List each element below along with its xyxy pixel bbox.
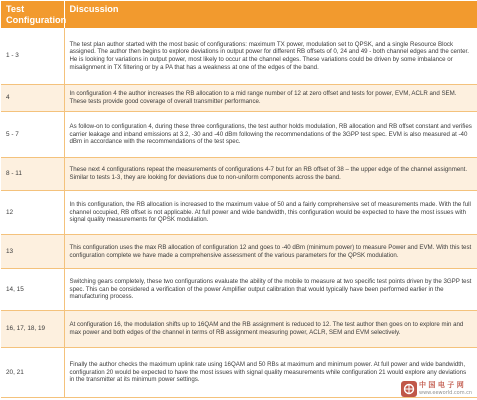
table-row	[1, 84, 477, 111]
config-cell: 1 - 3	[1, 28, 64, 84]
table-row	[1, 268, 477, 310]
table-row	[1, 28, 477, 84]
header-discussion-label: Discussion	[69, 4, 119, 14]
discussion-cell: At configuration 16, the modulation shifts up to 16QAM and the RB assignment is reduced to 12. The test author then goes on to explore min and max power and both edges of the channel in terms of RB assignment measuring power, ACLR, SEM and EVM selectively.	[64, 310, 477, 347]
table-row	[1, 190, 477, 234]
header-config-label: Test Configuration	[6, 4, 67, 25]
config-cell: 14, 15	[1, 268, 64, 310]
discussion-cell: These next 4 configurations repeat the measurements of configurations 4-7 but for an RB offset of 38 – the upper edge of the channel assignment. Similar to tests 1-3, they are looking for deviations due to non-uniform components across the band.	[64, 157, 477, 190]
discussion-cell: The test plan author started with the most basic of configurations: maximum TX power, modulation set to QPSK, and a single Resource Block assigned. The author then begins to explore deviations in output power for different RB offsets of 0, 24 and 49 - both channel edges and the center. He is looking for variations in output power, most likely to occur at the channel edges. These variations could be driven by some imbalance or misalignment in TX filtering or by a PA that has a weakness at one of the edges of the band.	[64, 28, 477, 84]
config-cell: 5 - 7	[1, 111, 64, 157]
config-cell: 12	[1, 190, 64, 234]
table-row	[1, 111, 477, 157]
watermark-text	[419, 381, 472, 397]
watermark-line1: 中 国 电 子 网	[419, 381, 464, 389]
discussion-cell: Finally the author checks the maximum uplink rate using 16QAM and 50 RBs at maximum and minimum power. At full power and wide bandwidth, configuration 20 would be expected to have the most issues with signal quality measurements while configuration 21 would explore any deviations in the transmitter at its minimum power settings.	[64, 347, 477, 397]
header-test-configuration	[1, 1, 67, 28]
table-row	[1, 157, 477, 190]
config-cell: 4	[1, 84, 64, 111]
discussion-cell: This configuration uses the max RB allocation of configuration 12 and goes to -40 dBm (minimum power) to measure Power and EVM. With this test configuration complete we have made a comprehensive assessment of the various parameters for the QPSK modulation.	[64, 234, 477, 268]
table-row	[1, 310, 477, 347]
config-cell: 8 - 11	[1, 157, 64, 190]
discussion-cell: As follow-on to configuration 4, during these three configurations, the test author holds modulation, RB allocation and RB offset constant and verifies carrier leakage and inband emissions at 3.2, -30 and -40 dBm following the recommendations of the 3GPP test spec. EVM is also measured at -40 dBm in accordance with the recommendations of the test spec.	[64, 111, 477, 157]
config-cell: 16, 17, 18, 19	[1, 310, 64, 347]
test-configuration-table	[1, 1, 477, 398]
table-header-row	[1, 1, 477, 28]
discussion-cell: In this configuration, the RB allocation is increased to the maximum value of 50 and a fairly comprehensive set of measurements made. With the full channel occupied, RB offset is not applicable. At full power and wide bandwidth, this configuration would be expected to have the most issues with signal quality measurements for QPSK modulation.	[64, 190, 477, 234]
header-discussion	[64, 1, 477, 28]
discussion-cell: Switching gears completely, these two configurations evaluate the ability of the mobile to measure at two specific test points driven by the 3GPP test spec. This can be considered a verification of the power Amplifier output calibration that would typically have been performed earlier in the manufacturing process.	[64, 268, 477, 310]
table-row	[1, 234, 477, 268]
eeworld-logo-icon	[403, 383, 415, 395]
config-cell: 13	[1, 234, 64, 268]
config-cell: 20, 21	[1, 347, 64, 397]
site-watermark	[401, 380, 475, 398]
watermark-logo-icon	[401, 381, 417, 397]
watermark-line2: www.eeworld.com.cn	[419, 390, 473, 396]
discussion-cell: In configuration 4 the author increases the RB allocation to a mid range number of 12 at zero offset and tests for power, EVM, ACLR and SEM. These tests provide good coverage of overall transmitter performance.	[64, 84, 477, 111]
